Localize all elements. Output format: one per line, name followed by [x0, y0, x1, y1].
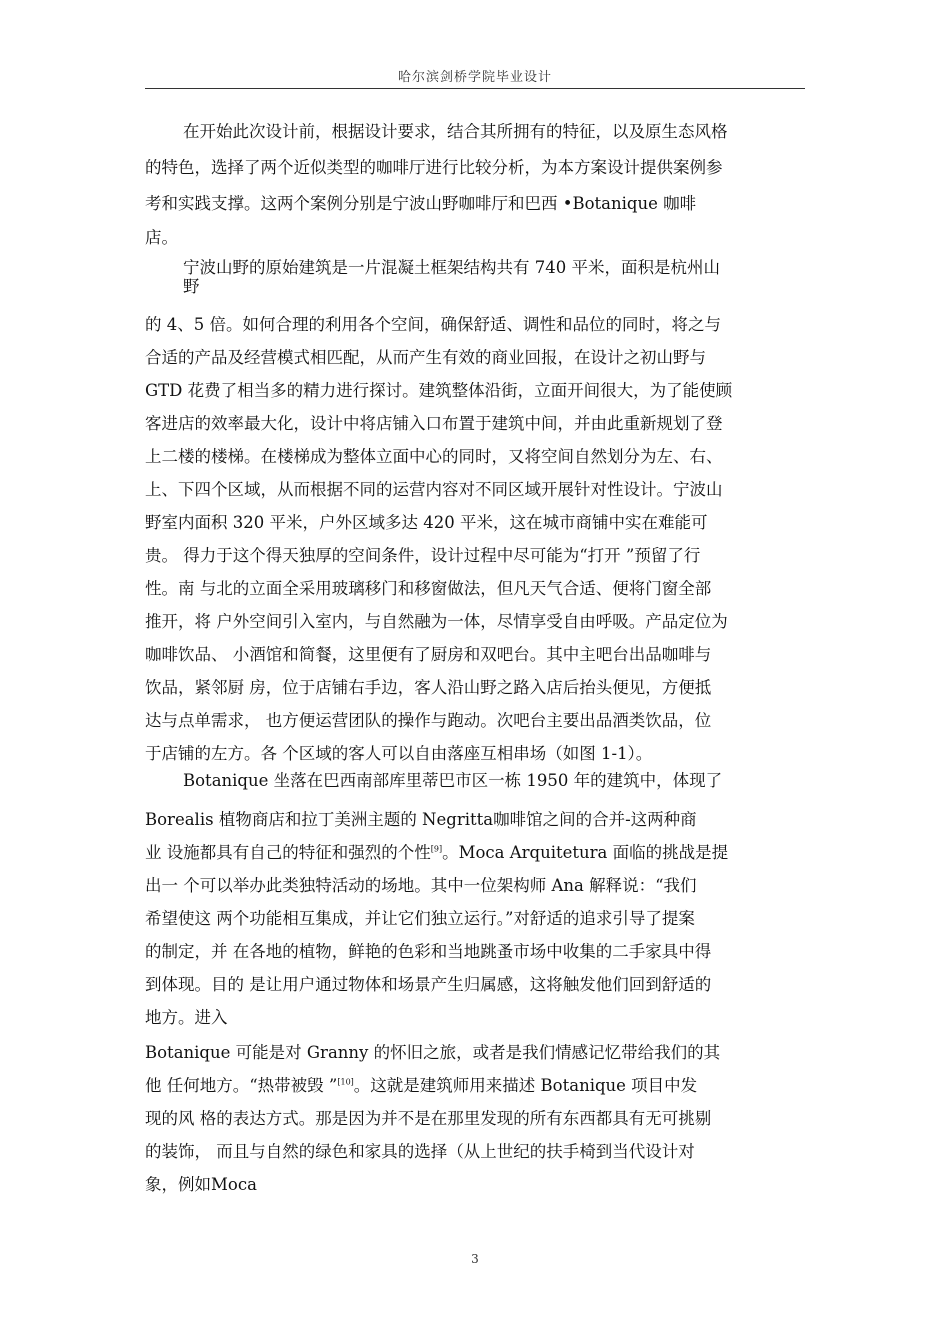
- text-line: 的制定，并 在各地的植物，鲜艳的色彩和当地跳蚤市场中收集的二手家具中得: [145, 942, 712, 961]
- text-line: 上二楼的楼梯。在楼梯成为整体立面中心的同时，又将空间自然划分为左、右、: [145, 447, 723, 466]
- text-line: 的特色，选择了两个近似类型的咖啡厅进行比较分析，为本方案设计提供案例参: [145, 158, 723, 177]
- text-line: 客进店的效率最大化，设计中将店铺入口布置于建筑中间，并由此重新规划了登: [145, 414, 723, 433]
- text-line: 地方。进入: [145, 1008, 228, 1027]
- text-line: 现的风 格的表达方式。那是因为并不是在那里发现的所有东西都具有无可挑剔: [145, 1109, 712, 1128]
- text-line: 在开始此次设计前，根据设计要求，结合其所拥有的特征，以及原生态风格: [183, 122, 728, 141]
- text-line: Botanique 可能是对 Granny 的怀旧之旅，或者是我们情感记忆带给我们的其: [145, 1043, 721, 1062]
- page-header: 哈尔滨剑桥学院毕业设计: [397, 70, 552, 85]
- text-line: Botanique 坐落在巴西南部库里蒂巴市区一栋 1950 年的建筑中，体现了: [183, 771, 723, 790]
- text-line: 推开，将 户外空间引入室内，与自然融为一体，尽情享受自由呼吸。产品定位为: [145, 612, 728, 631]
- text-line: 野: [183, 277, 200, 296]
- text-line: 性。南 与北的立面全采用玻璃移门和移窗做法，但凡天气合适、便将门窗全部: [145, 579, 712, 598]
- text-line: 野室内面积 320 平米，户外区域多达 420 平米，这在城市商铺中实在难能可: [145, 513, 708, 532]
- text-line: 的 4、5 倍。如何合理的利用各个空间，确保舒适、调性和品位的同时，将之与: [145, 315, 721, 334]
- text-line: 咖啡饮品、 小酒馆和简餐，这里便有了厨房和双吧台。其中主吧台出品咖啡与: [145, 645, 712, 664]
- text-line: Borealis 植物商店和拉丁美洲主题的 Negritta咖啡馆之间的合并-这两种商: [145, 810, 697, 829]
- text-segment: 他 任何地方。“热带被毁 ”: [145, 1076, 338, 1095]
- text-line: 达与点单需求， 也方便运营团队的操作与跑动。次吧台主要出品酒类饮品，位: [145, 711, 712, 730]
- text-line-with-citation: [145, 1076, 697, 1096]
- text-line: 希望使这 两个功能相互集成，并让它们独立运行。”对舒适的追求引导了提案: [145, 909, 695, 928]
- text-line: 的装饰， 而且与自然的绿色和家具的选择（从上世纪的扶手椅到当代设计对: [145, 1142, 695, 1161]
- text-segment: 。这就是建筑师用来描述 Botanique 项目中发: [353, 1076, 698, 1095]
- text-line: 饮品，紧邻厨 房，位于店铺右手边，客人沿山野之路入店后抬头便见，方便抵: [145, 678, 712, 697]
- text-line: 于店铺的左方。各 个区域的客人可以自由落座互相串场（如图 1-1）。: [145, 744, 653, 763]
- text-line: 出一 个可以举办此类独特活动的场地。其中一位架构师 Ana 解释说：“我们: [145, 876, 697, 895]
- text-line: 店。: [145, 228, 178, 247]
- text-line: 上、下四个区域，从而根据不同的运营内容对不同区域开展针对性设计。宁波山: [145, 480, 723, 499]
- text-line: 象，例如Moca: [145, 1175, 257, 1194]
- text-line: 宁波山野的原始建筑是一片混凝土框架结构共有 740 平米，面积是杭州山: [183, 258, 720, 277]
- text-line-with-citation: [145, 843, 728, 863]
- citation-ref: [10]: [337, 1077, 354, 1087]
- text-line: 合适的产品及经营模式相匹配，从而产生有效的商业回报，在设计之初山野与: [145, 348, 706, 367]
- text-line: 贵。 得力于这个得天独厚的空间条件，设计过程中尽可能为“打开 ”预留了行: [145, 546, 701, 565]
- text-line: GTD 花费了相当多的精力进行探讨。建筑整体沿街，立面开间很大，为了能使顾: [145, 381, 733, 400]
- citation-ref: [9]: [430, 844, 443, 854]
- text-line: 到体现。目的 是让用户通过物体和场景产生归属感，这将触发他们回到舒适的: [145, 975, 712, 994]
- page-number: 3: [471, 1252, 479, 1266]
- text-segment: 业 设施都具有自己的特征和强烈的个性: [145, 843, 431, 862]
- text-segment: 。Moca Arquitetura 面临的挑战是提: [442, 843, 729, 862]
- text-line: 考和实践支撑。这两个案例分别是宁波山野咖啡厅和巴西 •Botanique 咖啡: [145, 194, 697, 213]
- header-rule: [145, 88, 805, 89]
